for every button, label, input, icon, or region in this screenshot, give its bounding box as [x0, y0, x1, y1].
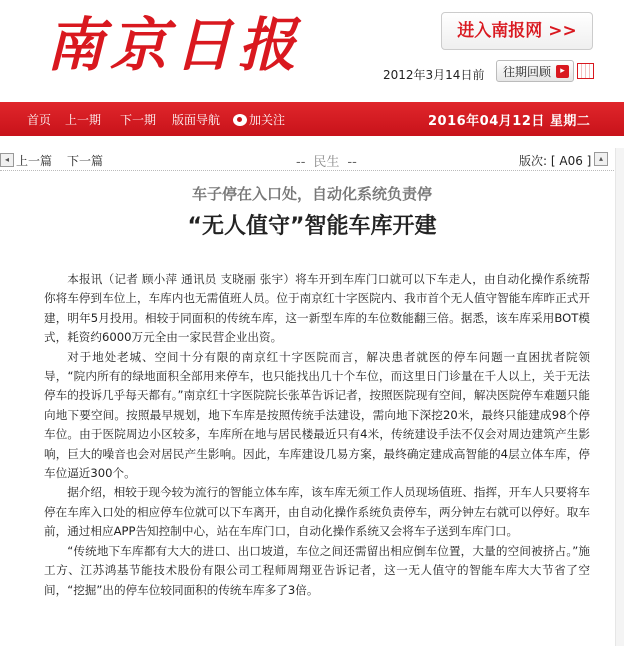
- article-subtitle: 车子停在入口处，自动化系统负责停: [191, 185, 432, 203]
- arrow-right-icon: ▸: [556, 65, 569, 78]
- section-label: [288, 151, 365, 170]
- page-version: 版次: [ A06 ]: [519, 154, 592, 168]
- past-issues-label: 往期回顾: [503, 65, 552, 79]
- article-headline: “无人值守”智能车库开建: [187, 214, 437, 239]
- scroll-up-icon[interactable]: ▴: [594, 152, 608, 166]
- follow-button[interactable]: [233, 111, 285, 128]
- past-issues-button[interactable]: [496, 60, 574, 82]
- section-dash-right: --: [347, 155, 357, 170]
- nav-prev-issue[interactable]: 上一期: [65, 113, 102, 127]
- masthead: [0, 0, 624, 102]
- weibo-icon: [233, 114, 247, 126]
- next-article-link[interactable]: 下一篇: [67, 154, 104, 168]
- issue-date-text: 2012年3月14日前: [383, 68, 485, 82]
- section-name: 民生: [313, 155, 340, 170]
- article-body: [44, 270, 590, 600]
- prev-article-link[interactable]: 上一篇: [16, 154, 53, 168]
- current-date: 2016年04月12日 星期二: [428, 114, 591, 129]
- article-toolbar: [0, 148, 624, 171]
- article-paragraph: 本报讯（记者 顾小萍 通讯员 支晓丽 张宇）将车开到车库门口就可以下车走人，由自动化操作系统帮你将车停到车位上，车库内也无需值班人员。位于南京红十字医院内、我市首个无人值守智能车库昨正式开建，明年5月投用。相较于同面积的传统车库，这一新型车库的车位数能翻三倍。据悉，该车库采用BOT模式，耗资约6000万元全由一家民营企业出资。: [44, 272, 590, 345]
- nav-home[interactable]: 首页: [27, 113, 52, 127]
- top-navbar: [0, 102, 624, 136]
- article-paragraph: 据介绍，相较于现今较为流行的智能立体车库，该车库无须工作人员现场值班、指挥，开车人只要将车停在车库入口处的相应停车位就可以下车离开，由自动化操作系统负责停车，两分钟左右就可以停好。取车前，通过相应APP告知控制中心，站在车库门口，自动化操作系统又会将车子送到车库门口。: [44, 485, 590, 539]
- nav-page-navigation[interactable]: 版面导航: [172, 113, 221, 127]
- enter-site-button[interactable]: 进入南报网 >>: [441, 12, 593, 50]
- triangle-left-icon[interactable]: ◂: [0, 153, 14, 167]
- nav-next-issue[interactable]: 下一期: [120, 113, 157, 127]
- calendar-icon[interactable]: [577, 63, 594, 79]
- newspaper-logo[interactable]: 南京日报: [46, 11, 303, 79]
- follow-label: 加关注: [249, 113, 286, 127]
- section-dash-left: --: [296, 155, 306, 170]
- article-paragraph: 对于地处老城、空间十分有限的南京红十字医院而言，解决患者就医的停车问题一直困扰者院领导，“院内所有的绿地面积全部用来停车，也只能找出几十个车位，而这里日门诊量在千人以上，关于无法停车的投诉几乎每天都有。”南京红十字医院院长张革告诉记者，按照医院现有空间，解决医院停车难题只能向地下要空间。按照最早规划，地下车库是按照传统手法建设，需向地下深挖20米，最终只能建成98个停车位。由于医院周边小区较多，车库所在地与居民楼最近只有4米，传统建设手法不仅会对周边建筑产生影响，巨大的噪音也会对居民产生影响。因此，车库建设几易方案，最终确定建成高智能的4层立体车库，停车位逼近300个。: [44, 349, 590, 481]
- scrollbar[interactable]: [615, 148, 624, 646]
- article-paragraph: “传统地下车库都有大大的进口、出口坡道，车位之间还需留出相应倒车位置，大量的空间被挤占。”施工方、江苏鸿基节能技术股份有限公司工程师周翔亚告诉记者，这一无人值守的智能车库大大节省了空间，“挖掘”出的停车位较同面积的传统车库多了3倍。: [44, 543, 590, 597]
